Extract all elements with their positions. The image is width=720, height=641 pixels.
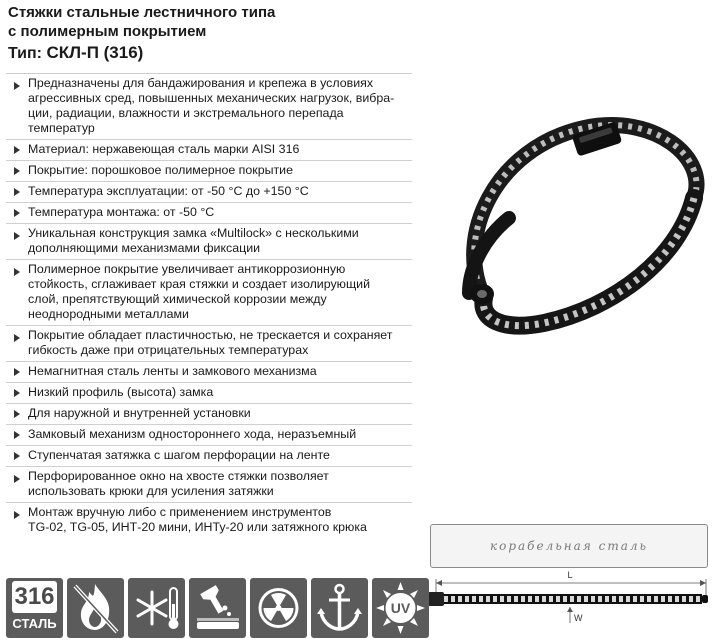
- bullet-arrow-icon: [14, 209, 20, 217]
- feature-item: [6, 403, 412, 424]
- feature-text-line: TG-02, TG-05, ИНТ-20 мини, ИНТу-20 или затяжного крюка: [28, 520, 367, 534]
- title-line-1: Стяжки стальные лестничного типа: [8, 4, 276, 21]
- feature-text-line: Низкий профиль (высота) замка: [28, 385, 214, 399]
- feature-text-line: ции, радиации, влажности и экстремального перепада температур: [28, 106, 344, 135]
- radiation-resistant-icon: [250, 578, 307, 638]
- feature-item: [6, 361, 412, 382]
- bullet-arrow-icon: [14, 82, 20, 90]
- bullet-arrow-icon: [14, 475, 20, 483]
- page-title: [8, 3, 428, 65]
- feature-text-line: Ступенчатая затяжка с шагом перфорации на ленте: [28, 448, 330, 462]
- cable-tie-photo: [424, 88, 720, 358]
- uv-label: UV: [390, 600, 411, 616]
- bullet-arrow-icon: [14, 167, 20, 175]
- bullet-arrow-icon: [14, 511, 20, 519]
- feature-item: [6, 382, 412, 403]
- steel-316-icon: [6, 578, 63, 638]
- feature-item: [6, 259, 412, 325]
- bullet-arrow-icon: [14, 368, 20, 376]
- steel-label: СТАЛЬ: [12, 616, 57, 631]
- feature-text-line: Температура эксплуатации: от -50 °С до +150 °С: [28, 184, 309, 198]
- feature-text-line: гибкость даже при отрицательных температурах: [28, 343, 309, 357]
- feature-text-line: слой, препятствующий химической коррозии между: [28, 292, 327, 306]
- length-label: L: [567, 570, 573, 580]
- feature-text-line: Замковый механизм одностороннего хода, неразъемный: [28, 427, 357, 441]
- bullet-arrow-icon: [14, 268, 20, 276]
- bullet-arrow-icon: [14, 431, 20, 439]
- bullet-arrow-icon: [14, 188, 20, 196]
- feature-item: [6, 139, 412, 160]
- fire-resistant-icon: [67, 578, 124, 638]
- features-list: [6, 73, 412, 538]
- feature-item: [6, 73, 412, 139]
- feature-text-line: Материал: нержавеющая сталь марки AISI 316: [28, 142, 300, 156]
- feature-text-line: Перфорированное окно на хвосте стяжки позволяет: [28, 469, 329, 483]
- frost-resistant-icon: [128, 578, 185, 638]
- bullet-arrow-icon: [14, 146, 20, 154]
- feature-item: [6, 181, 412, 202]
- feature-text-line: Покрытие: порошковое полимерное покрытие: [28, 163, 293, 177]
- type-prefix: Тип:: [8, 45, 42, 62]
- feature-item: [6, 424, 412, 445]
- bullet-arrow-icon: [14, 452, 20, 460]
- bullet-arrow-icon: [14, 410, 20, 418]
- feature-item: [6, 445, 412, 466]
- feature-text-line: Покрытие обладает пластичностью, не трескается и сохраняет: [28, 328, 393, 342]
- width-label: W: [574, 613, 583, 623]
- feature-item: [6, 502, 412, 538]
- feature-item: [6, 202, 412, 223]
- steel-grade-number: 316: [12, 581, 57, 613]
- feature-text-line: стойкость, сглаживает края стяжки и создает изолирующий: [28, 277, 371, 291]
- ship-steel-stamp: [430, 524, 708, 568]
- feature-text-line: Немагнитная сталь ленты и замкового механизма: [28, 364, 317, 378]
- feature-text-line: дополняющими механизмами фиксации: [28, 241, 261, 255]
- feature-text-line: Предназначены для бандажирования и крепежа в условиях: [28, 76, 374, 90]
- type-line: [8, 42, 428, 65]
- feature-text-line: неоднородными металлами: [28, 307, 189, 321]
- feature-text-line: Уникальная конструкция замка «Multilock» с несколькими: [28, 226, 359, 240]
- feature-item: [6, 325, 412, 361]
- marine-anchor-icon: [311, 578, 368, 638]
- type-code: СКЛ-П (316): [46, 43, 144, 62]
- feature-text-line: Полимерное покрытие увеличивает антикоррозионную: [28, 262, 346, 276]
- dimension-drawing: [420, 567, 720, 641]
- feature-item: [6, 223, 412, 259]
- bullet-arrow-icon: [14, 334, 20, 342]
- uv-resistant-icon: [372, 578, 429, 638]
- stamp-text: корабельная сталь: [489, 539, 649, 553]
- feature-item: [6, 160, 412, 181]
- feature-text-line: использовать крюки для усиления затяжки: [28, 484, 274, 498]
- bullet-arrow-icon: [14, 232, 20, 240]
- feature-text-line: Монтаж вручную либо с применением инструментов: [28, 505, 332, 519]
- feature-item: [6, 466, 412, 502]
- bullet-arrow-icon: [14, 389, 20, 397]
- feature-text-line: Для наружной и внутренней установки: [28, 406, 251, 420]
- feature-text-line: Температура монтажа: от -50 °С: [28, 205, 215, 219]
- feature-text-line: агрессивных сред, повышенных механических нагрузок, вибра-: [28, 91, 395, 105]
- title-line-2: с полимерным покрытием: [8, 23, 207, 40]
- property-icons: [6, 578, 411, 638]
- chemical-resistant-icon: [189, 578, 246, 638]
